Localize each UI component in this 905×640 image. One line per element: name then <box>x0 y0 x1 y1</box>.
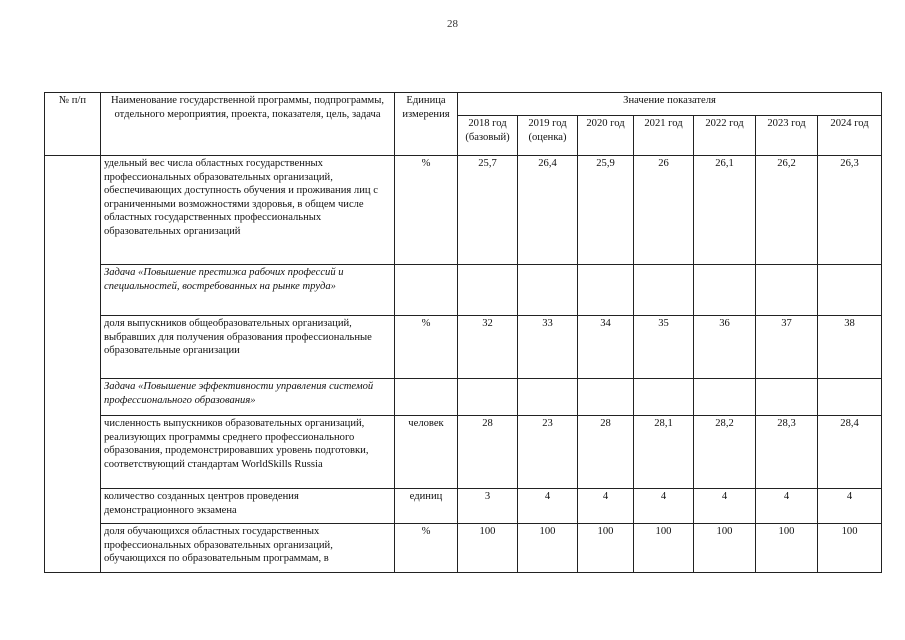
header-year: 2019 год (оценка) <box>518 116 578 156</box>
header-unit: Единица измерения <box>395 93 458 156</box>
header-year: 2023 год <box>756 116 818 156</box>
header-value-group: Значение показателя <box>458 93 882 116</box>
empty-cell <box>395 265 458 316</box>
value-cell: 4 <box>518 489 578 524</box>
value-cell: 100 <box>634 524 694 573</box>
value-cell: 100 <box>694 524 756 573</box>
table-row <box>45 524 882 573</box>
value-cell: 38 <box>818 316 882 379</box>
header-year: 2018 год (базовый) <box>458 116 518 156</box>
indicator-unit: единиц <box>395 489 458 524</box>
indicators-table <box>44 92 882 573</box>
value-cell: 26,1 <box>694 156 756 265</box>
indicator-unit: % <box>395 156 458 265</box>
value-cell: 26,4 <box>518 156 578 265</box>
indicator-name: доля выпускников общеобразовательных организаций, выбравших для получения образования профессиональные образовательные организации <box>101 316 395 379</box>
value-cell: 100 <box>458 524 518 573</box>
value-cell: 26,2 <box>756 156 818 265</box>
empty-cell <box>518 265 578 316</box>
value-cell: 28,2 <box>694 416 756 489</box>
task-row <box>45 379 882 416</box>
value-cell: 26,3 <box>818 156 882 265</box>
task-row <box>45 265 882 316</box>
row-number-cell <box>45 156 101 573</box>
empty-cell <box>694 265 756 316</box>
indicator-unit: % <box>395 524 458 573</box>
value-cell: 100 <box>518 524 578 573</box>
table-row <box>45 489 882 524</box>
value-cell: 28 <box>578 416 634 489</box>
empty-cell <box>756 265 818 316</box>
empty-cell <box>634 265 694 316</box>
table-row <box>45 316 882 379</box>
indicator-unit: человек <box>395 416 458 489</box>
value-cell: 100 <box>756 524 818 573</box>
empty-cell <box>694 379 756 416</box>
value-cell: 100 <box>818 524 882 573</box>
empty-cell <box>458 265 518 316</box>
empty-cell <box>756 379 818 416</box>
indicator-name: удельный вес числа областных государственных профессиональных образовательных организаций, обеспечивающих доступность обучения и проживания лиц с ограниченными возможностями здоровья, в общем числе областных государственных профессиональных образовательных организаций <box>101 156 395 265</box>
value-cell: 26 <box>634 156 694 265</box>
indicator-name: доля обучающихся областных государственных профессиональных образовательных организаций, обучающихся по образовательным программам, в <box>101 524 395 573</box>
header-year: 2024 год <box>818 116 882 156</box>
table-row <box>45 156 882 265</box>
header-year: 2020 год <box>578 116 634 156</box>
value-cell: 34 <box>578 316 634 379</box>
value-cell: 100 <box>578 524 634 573</box>
value-cell: 28,1 <box>634 416 694 489</box>
table-row <box>45 416 882 489</box>
empty-cell <box>818 379 882 416</box>
header-year: 2022 год <box>694 116 756 156</box>
value-cell: 4 <box>694 489 756 524</box>
empty-cell <box>578 265 634 316</box>
value-cell: 25,9 <box>578 156 634 265</box>
value-cell: 25,7 <box>458 156 518 265</box>
empty-cell <box>395 379 458 416</box>
value-cell: 4 <box>756 489 818 524</box>
indicator-name: численность выпускников образовательных организаций, реализующих программы среднего профессионального образования, продемонстрировавших уровень подготовки, соответствующий стандартам WorldSkills Russia <box>101 416 395 489</box>
value-cell: 36 <box>694 316 756 379</box>
header-year: 2021 год <box>634 116 694 156</box>
empty-cell <box>458 379 518 416</box>
value-cell: 3 <box>458 489 518 524</box>
value-cell: 23 <box>518 416 578 489</box>
empty-cell <box>634 379 694 416</box>
task-text: Задача «Повышение престижа рабочих профессий и специальностей, востребованных на рынке труда» <box>101 265 395 316</box>
header-row <box>45 93 882 116</box>
value-cell: 28 <box>458 416 518 489</box>
page-number: 28 <box>447 18 458 30</box>
value-cell: 35 <box>634 316 694 379</box>
empty-cell <box>818 265 882 316</box>
value-cell: 4 <box>818 489 882 524</box>
value-cell: 28,3 <box>756 416 818 489</box>
header-num: № п/п <box>45 93 101 156</box>
value-cell: 37 <box>756 316 818 379</box>
empty-cell <box>518 379 578 416</box>
empty-cell <box>578 379 634 416</box>
value-cell: 28,4 <box>818 416 882 489</box>
value-cell: 33 <box>518 316 578 379</box>
indicator-name: количество созданных центров проведения демонстрационного экзамена <box>101 489 395 524</box>
value-cell: 4 <box>634 489 694 524</box>
value-cell: 4 <box>578 489 634 524</box>
header-name: Наименование государственной программы, подпрограммы, отдельного мероприятия, проекта, показателя, цель, задача <box>101 93 395 156</box>
indicator-unit: % <box>395 316 458 379</box>
task-text: Задача «Повышение эффективности управления системой профессионального образования» <box>101 379 395 416</box>
value-cell: 32 <box>458 316 518 379</box>
